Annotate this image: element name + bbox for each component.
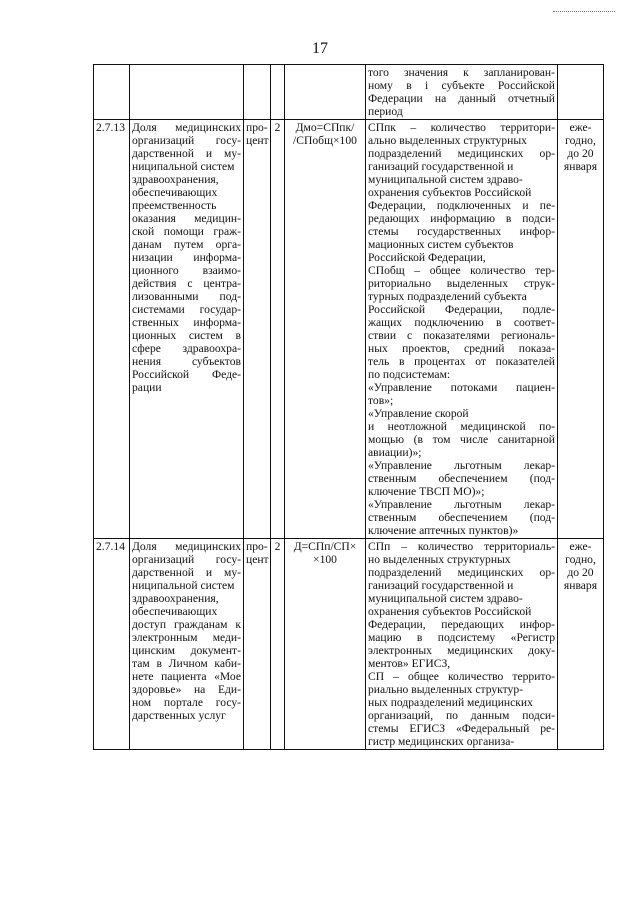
description-line: стемы государственных инфор- bbox=[368, 225, 555, 238]
period-line: января bbox=[563, 579, 598, 592]
description-line: мацию в подсистему «Регистр bbox=[368, 631, 555, 644]
description-cell bbox=[366, 65, 558, 120]
period-line: еже- bbox=[569, 540, 592, 553]
description-line: СПобщ – общее количество тер- bbox=[368, 264, 555, 277]
indicator-name-cell bbox=[130, 65, 244, 120]
name-line: ном портале госу- bbox=[132, 696, 241, 709]
name-line: преемственность bbox=[132, 199, 217, 212]
name-line: системами государ- bbox=[132, 303, 241, 316]
name-line: ниципальной систем bbox=[132, 579, 235, 592]
table-row-continuation bbox=[94, 65, 604, 120]
name-line: рации bbox=[132, 381, 162, 394]
description-line: СП – общее количество террито- bbox=[368, 670, 555, 683]
description-line: муниципальной систем здраво- bbox=[368, 173, 523, 186]
name-line: сфере здравоохра- bbox=[132, 342, 241, 355]
description-cell bbox=[366, 120, 558, 539]
description-line: «Управление льготным лекар- bbox=[368, 498, 555, 511]
description-line: ключение ТВСП МО)»; bbox=[368, 485, 485, 498]
page-number: 17 bbox=[312, 40, 328, 57]
name-line: низации информа- bbox=[132, 251, 241, 264]
description-line: ключение аптечных пунктов)» bbox=[368, 524, 519, 537]
name-line: нете пациента «Мое bbox=[132, 670, 241, 683]
description-line: муниципальной систем здраво- bbox=[368, 592, 523, 605]
name-line: лизованными под- bbox=[132, 290, 241, 303]
description-line: Федерации, подключенных и пе- bbox=[368, 199, 555, 212]
description-line: период bbox=[368, 105, 403, 118]
name-line: дарственной и му- bbox=[132, 147, 241, 160]
row-number-cell bbox=[94, 65, 130, 120]
description-line: ганизаций государственной и bbox=[368, 579, 514, 592]
description-line: риториально выделенных струк- bbox=[368, 277, 555, 290]
description-line: Федерации, передающих инфор- bbox=[368, 618, 555, 631]
table-row-2-7-14 bbox=[94, 539, 604, 750]
description-line: ственным обеспечением (под- bbox=[368, 472, 555, 485]
description-line: подразделений медицинских ор- bbox=[368, 566, 555, 579]
description-line: ственным обеспечением (под- bbox=[368, 511, 555, 524]
period-line: до 20 bbox=[567, 147, 594, 160]
name-line: Доля медицинских bbox=[132, 540, 241, 553]
name-line: нения субъектов bbox=[132, 355, 241, 368]
formula-cell bbox=[285, 120, 366, 539]
description-line: охранения субъектов Российской bbox=[368, 605, 532, 618]
type-cell bbox=[271, 65, 285, 120]
indicator-name-cell bbox=[130, 539, 244, 750]
name-line: Российской Феде- bbox=[132, 368, 241, 381]
description-line: и неотложной медицинской по- bbox=[368, 420, 555, 433]
description-line: Российской Федерации, подле- bbox=[368, 303, 555, 316]
description-line: авиации)»; bbox=[368, 446, 422, 459]
description-line: тов»; bbox=[368, 394, 394, 407]
name-line: ственных информа- bbox=[132, 316, 241, 329]
description-line: по подсистемам: bbox=[368, 368, 451, 381]
description-line: жащих подключению в соответ- bbox=[368, 316, 555, 329]
period-cell bbox=[558, 120, 604, 539]
name-line: дарственной и му- bbox=[132, 566, 241, 579]
type-cell: 2 bbox=[271, 539, 285, 750]
name-line: организаций госу- bbox=[132, 134, 241, 147]
period-line: годно, bbox=[565, 134, 596, 147]
formula-line: ×100 bbox=[313, 553, 337, 566]
period-line: января bbox=[563, 160, 598, 173]
formula-line: /СПобщ×100 bbox=[293, 134, 357, 147]
description-line: редающих информацию в подси- bbox=[368, 212, 555, 225]
name-line: здоровье» на Еди- bbox=[132, 683, 241, 696]
name-line: дарственных услуг bbox=[132, 709, 226, 722]
name-line: электронным меди- bbox=[132, 631, 241, 644]
name-line: ниципальной систем bbox=[132, 160, 235, 173]
formula-cell bbox=[285, 539, 366, 750]
description-line: ных проектов, средний показа- bbox=[368, 342, 555, 355]
period-cell bbox=[558, 539, 604, 750]
description-line: «Управление льготным лекар- bbox=[368, 459, 555, 472]
description-line: СПпк – количество территори- bbox=[368, 121, 555, 134]
unit-line: про- bbox=[246, 540, 268, 553]
description-line: «Управление скорой bbox=[368, 407, 469, 420]
formula-cell bbox=[285, 65, 366, 120]
corner-mark bbox=[553, 11, 615, 12]
period-line: годно, bbox=[565, 553, 596, 566]
formula-line: Дмо=СПпк/ bbox=[295, 121, 355, 134]
description-line: мощью (в том числе санитарной bbox=[368, 433, 555, 446]
description-line: электронных медицинских доку- bbox=[368, 644, 555, 657]
unit-line: про- bbox=[246, 121, 268, 134]
description-line: Российской Федерации, bbox=[368, 251, 486, 264]
description-line: но выделенных структурных bbox=[368, 553, 511, 566]
type-cell: 2 bbox=[271, 120, 285, 539]
name-line: данам путем орга- bbox=[132, 238, 241, 251]
indicator-name-cell bbox=[130, 120, 244, 539]
period-line: до 20 bbox=[567, 566, 594, 579]
name-line: организаций госу- bbox=[132, 553, 241, 566]
row-number-cell: 2.7.13 bbox=[94, 120, 130, 539]
description-line: ально выделенных структурных bbox=[368, 134, 527, 147]
unit-cell bbox=[244, 539, 271, 750]
unit-line: цент bbox=[246, 134, 269, 147]
description-line: гистр медицинских организа- bbox=[368, 735, 515, 748]
description-line: турных подразделений субъекта bbox=[368, 290, 527, 303]
description-line: охранения субъектов Российской bbox=[368, 186, 532, 199]
period-line: еже- bbox=[569, 121, 592, 134]
name-line: цинским документ- bbox=[132, 644, 241, 657]
name-line: здравоохранения, bbox=[132, 592, 219, 605]
description-line: подразделений медицинских ор- bbox=[368, 147, 555, 160]
description-line: ному в i субъекте Российской bbox=[368, 79, 555, 92]
name-line: обеспечивающих bbox=[132, 605, 218, 618]
description-line: организаций, по данным подси- bbox=[368, 709, 555, 722]
description-line: Федерации на данный отчетный bbox=[368, 92, 555, 105]
unit-line: цент bbox=[246, 553, 269, 566]
description-line: ствии с показателями региональ- bbox=[368, 329, 555, 342]
description-line: ных подразделений медицинских bbox=[368, 696, 533, 709]
row-number-cell: 2.7.14 bbox=[94, 539, 130, 750]
period-cell bbox=[558, 65, 604, 120]
description-line: СПп – количество территориаль- bbox=[368, 540, 555, 553]
description-line: тель в процентах от показателей bbox=[368, 355, 555, 368]
name-line: там в Личном каби- bbox=[132, 657, 241, 670]
name-line: оказания медицин- bbox=[132, 212, 241, 225]
table-row-2-7-13 bbox=[94, 120, 604, 539]
name-line: обеспечивающих bbox=[132, 186, 218, 199]
description-line: мационных систем субъектов bbox=[368, 238, 514, 251]
description-cell bbox=[366, 539, 558, 750]
description-line: ментов» ЕГИСЗ, bbox=[368, 657, 451, 670]
name-line: здравоохранения, bbox=[132, 173, 219, 186]
indicator-table bbox=[93, 64, 604, 750]
name-line: Доля медицинских bbox=[132, 121, 241, 134]
name-line: ционных систем в bbox=[132, 329, 241, 342]
formula-line: Д=СПп/СП× bbox=[293, 540, 357, 553]
name-line: действия с центра- bbox=[132, 277, 241, 290]
description-line: того значения к запланирован- bbox=[368, 66, 555, 79]
description-line: «Управление потоками пациен- bbox=[368, 381, 555, 394]
unit-cell bbox=[244, 65, 271, 120]
name-line: ской помощи граж- bbox=[132, 225, 241, 238]
description-line: ганизаций государственной и bbox=[368, 160, 514, 173]
description-line: стемы ЕГИСЗ «Федеральный ре- bbox=[368, 722, 555, 735]
name-line: ционного взаимо- bbox=[132, 264, 241, 277]
name-line: доступ гражданам к bbox=[132, 618, 241, 631]
unit-cell bbox=[244, 120, 271, 539]
description-line: риально выделенных структур- bbox=[368, 683, 523, 696]
